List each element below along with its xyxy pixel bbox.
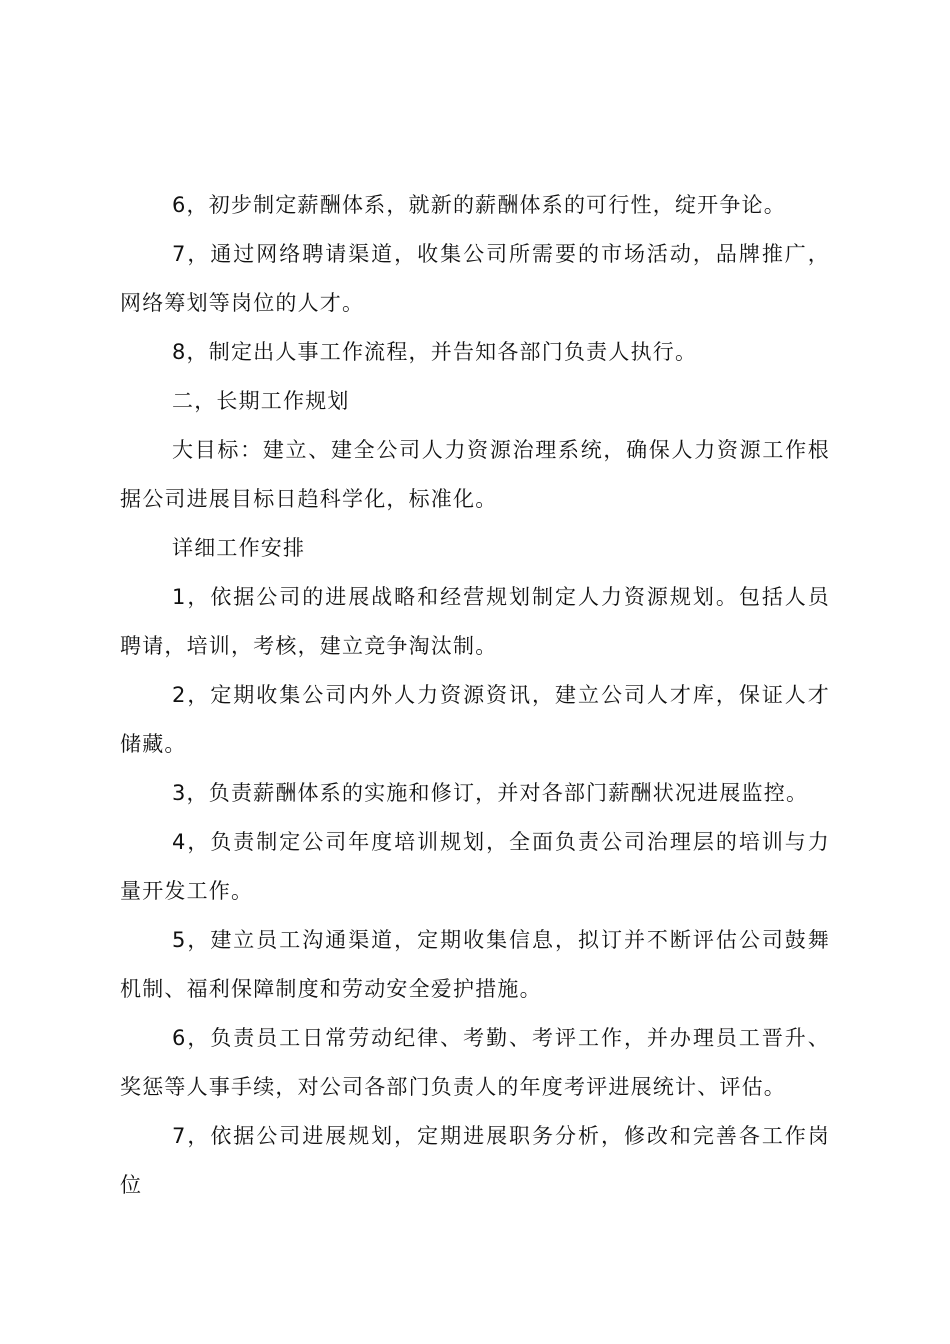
paragraph-long-term-7: 7，依据公司进展规划，定期进展职务分析，修改和完善各工作岗位 — [120, 1124, 830, 1197]
paragraph-long-term-6: 6，负责员工日常劳动纪律、考勤、考评工作，并办理员工晋升、奖惩等人事手续，对公司各部门负责人的年度考评进展统计、评估。 — [120, 1026, 830, 1099]
paragraph-main-goal: 大目标：建立、建全公司人力资源治理系统，确保人力资源工作根据公司进展目标日趋科学化，标准化。 — [120, 438, 830, 511]
section-heading-long-term-plan: 二，长期工作规划 — [172, 389, 350, 413]
paragraph-short-term-8: 8，制定出人事工作流程，并告知各部门负责人执行。 — [172, 340, 698, 364]
paragraph-short-term-7: 7，通过网络聘请渠道，收集公司所需要的市场活动，品牌推广，网络筹划等岗位的人才。 — [120, 242, 830, 315]
paragraph-long-term-1: 1，依据公司的进展战略和经营规划制定人力资源规划。包括人员聘请，培训，考核，建立竞争淘汰制。 — [120, 585, 830, 658]
paragraph-long-term-3: 3，负责薪酬体系的实施和修订，并对各部门薪酬状况进展监控。 — [172, 781, 809, 805]
paragraph-long-term-5: 5，建立员工沟通渠道，定期收集信息，拟订并不断评估公司鼓舞机制、福利保障制度和劳动安全爱护措施。 — [120, 928, 830, 1001]
document-body — [120, 181, 830, 1210]
paragraph-long-term-2: 2，定期收集公司内外人力资源资讯，建立公司人才库，保证人才储藏。 — [120, 683, 830, 756]
paragraph-short-term-6: 6，初步制定薪酬体系，就新的薪酬体系的可行性，绽开争论。 — [172, 193, 786, 217]
paragraph-long-term-4: 4，负责制定公司年度培训规划，全面负责公司治理层的培训与力量开发工作。 — [120, 830, 830, 903]
subheading-detailed-arrangement: 详细工作安排 — [172, 536, 306, 560]
